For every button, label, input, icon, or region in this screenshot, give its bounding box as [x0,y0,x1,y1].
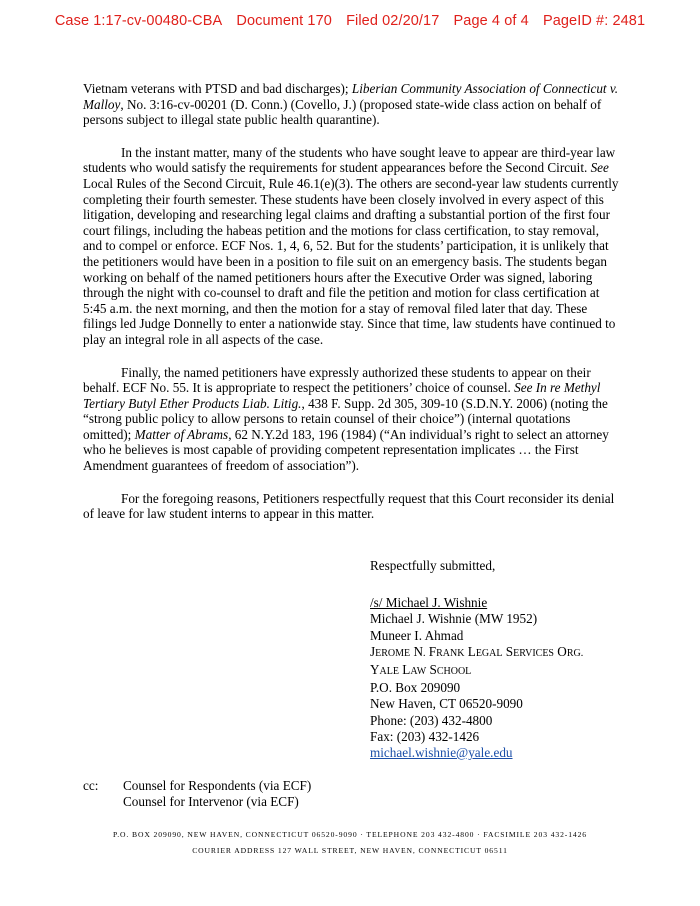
page-id: PageID #: 2481 [542,13,646,29]
school-name: YALE LAW SCHOOL [370,662,472,678]
paragraph-1-text-c: , No. 3:16-cv-00201 (D. Conn.) (Covello, J.) (proposed state-wide class action on behalf of persons subject to illegal state public health quarantine). [83,96,602,128]
signer-name: Michael J. Wishnie (MW 1952) [370,611,538,627]
po-box: P.O. Box 209090 [370,680,461,696]
fax-number: Fax: (203) 432-1426 [370,728,480,744]
signature-block [370,558,583,761]
cc-label: cc: [83,778,99,793]
page-count: Page 4 of 4 [453,13,529,29]
letterhead-footer-address: P.O. BOX 209090, NEW HAVEN, CONNECTICUT 06520-9090 · TELEPHONE 203 432-4800 · FACSIMILE 203 432-1426 [112,830,588,839]
paragraph-3-text-c: , 438 F. Supp. 2d 305, 309-10 (S.D.N.Y. 2006) (noting the “strong public policy to allow persons to retain counsel of their choice”) (internal quotations omitted); [83,395,608,442]
electronic-signature: /s/ Michael J. Wishnie [370,595,488,611]
phone-number: Phone: (203) 432-4800 [370,712,493,728]
paragraph-1 [83,81,619,128]
signal-see: See [590,160,609,176]
letter-body [83,81,619,539]
document-number: Document 170 [236,13,332,29]
closing-line: Respectfully submitted, [370,558,496,573]
case-citation-mtbe: See In re Methyl Tertiary Butyl Ether Products Liab. Litig. [83,380,601,411]
paragraph-2 [83,145,619,348]
cc-recipients [123,778,311,810]
paragraph-3-text-a: Finally, the named petitioners have expressly authorized these students to appear on their behalf. ECF No. 55. It is appropriate to respect the petitioners’ choice of counsel. [83,364,591,396]
paragraph-3-text-e: , 62 N.Y.2d 183, 196 (1984) (“An individual’s right to select an attorney who he believes is most capable of providing competent representation implicates … the First Amendment guarantees of freedom of association”). [83,426,609,474]
cc-recipient-intervenor: Counsel for Intervenor (via ECF) [123,794,299,810]
paragraph-1-text-a: Vietnam veterans with PTSD and bad discharges); [83,81,352,96]
paragraph-2-text-a: In the instant matter, many of the students who have sought leave to appear are third-year law students who would satisfy the requirements for student appearances before the Second Circuit. [83,144,616,176]
ecf-header [0,13,700,29]
paragraph-2-text-c: Local Rules of the Second Circuit, Rule 46.1(e)(3). The others are second-year law students currently completing their fourth semester. These students have been closely involved in every aspect of this litigation, developing and researching legal claims and drafting a substantial portion of the first four court filings, including the habeas petition and the motions for class certification, to stay removal, and to compel or enforce. ECF Nos. 1, 4, 6, 52. But for the students’ participation, it is unlikely that the petitioners would have been in a position to file suit on an emergency basis. The students began working on behalf of the named petitioners hours after the Executive Order was signed, laboring through the night with co-counsel to draft and file the petition and motion for class certification at 5:45 a.m. the next morning, and then the motion for a stay of removal filed later that day. These filings led Judge Donnelly to enter a nationwide stay. Since that time, law students have continued to play an integral role in all aspects of the case. [83,175,619,347]
letterhead-footer-courier: COURIER ADDRESS 127 WALL STREET, NEW HAVEN, CONNECTICUT 06511 [192,846,508,855]
email-link[interactable]: michael.wishnie@yale.edu [370,745,513,761]
case-number: Case 1:17-cv-00480-CBA [54,13,223,29]
city-state-zip: New Haven, CT 06520-9090 [370,696,523,712]
organization-name: JEROME N. FRANK LEGAL SERVICES ORG. [370,643,584,659]
paragraph-3 [83,365,619,474]
case-citation-liberian: Liberian Community Association of Connecticut v. Malloy [83,81,619,112]
cc-recipient-respondents: Counsel for Respondents (via ECF) [123,778,312,793]
case-citation-abrams: Matter of Abrams [134,426,229,442]
co-counsel-name: Muneer I. Ahmad [370,627,464,643]
filed-date: Filed 02/20/17 [346,13,440,29]
paragraph-4: For the foregoing reasons, Petitioners respectfully request that this Court reconsider its denial of leave for law student interns to appear in this matter. [83,490,615,522]
